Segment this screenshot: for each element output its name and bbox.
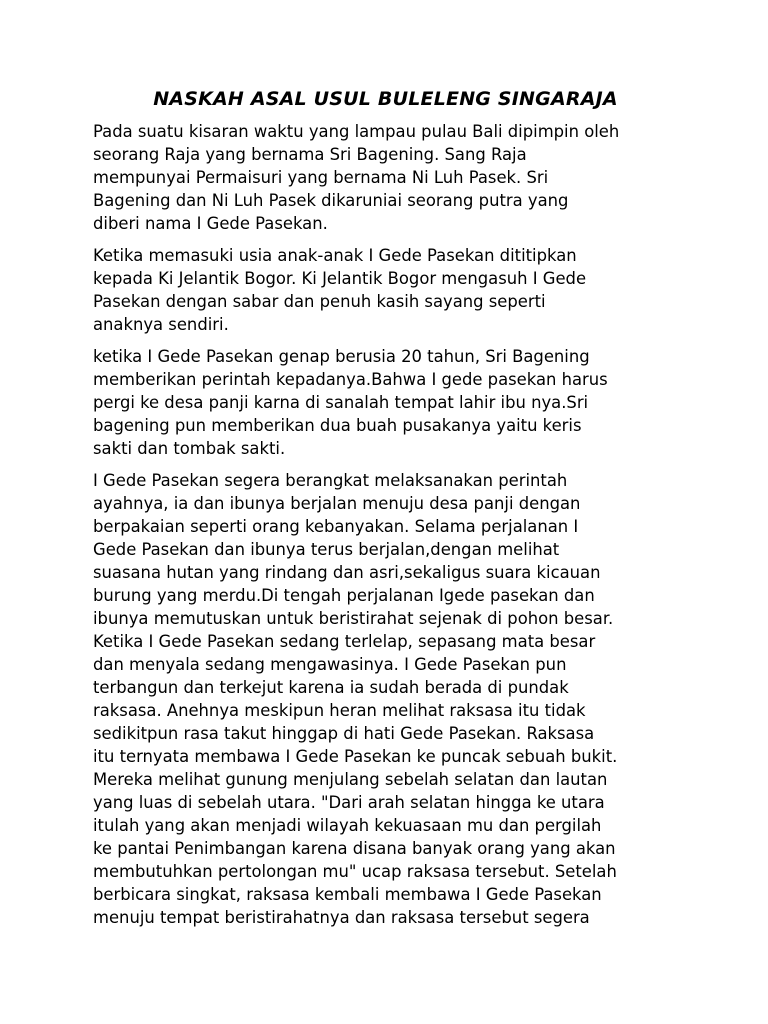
paragraph-line: pergi ke desa panji karna di sanalah tempat lahir ibu nya.Sri [93,393,589,412]
paragraph-line: terbangun dan terkejut karena ia sudah berada di pundak [93,678,569,697]
paragraph-line: membutuhkan pertolongan mu" ucap raksasa tersebut. Setelah [93,862,617,881]
paragraph-line: ke pantai Penimbangan karena disana banyak orang yang akan [93,839,616,858]
paragraph-line: Ketika I Gede Pasekan sedang terlelap, sepasang mata besar [93,632,596,651]
paragraph-4 [93,469,678,929]
paragraph-1 [93,120,678,235]
paragraph-line: burung yang merdu.Di tengah perjalanan Igede pasekan dan [93,586,595,605]
paragraph-line: Bagening dan Ni Luh Pasek dikaruniai seorang putra yang [93,191,569,210]
paragraph-line: Mereka melihat gunung menjulang sebelah selatan dan lautan [93,770,608,789]
paragraph-line: itu ternyata membawa I Gede Pasekan ke puncak sebuah bukit. [93,747,618,766]
paragraph-3 [93,345,678,460]
paragraph-line: sedikitpun rasa takut hinggap di hati Gede Pasekan. Raksasa [93,724,595,743]
paragraph-line: kepada Ki Jelantik Bogor. Ki Jelantik Bogor mengasuh I Gede [93,269,587,288]
paragraph-line: diberi nama I Gede Pasekan. [93,214,328,233]
paragraph-2 [93,244,678,336]
paragraph-line: ayahnya, ia dan ibunya berjalan menuju desa panji dengan [93,494,581,513]
paragraph-line: bagening pun memberikan dua buah pusakanya yaitu keris [93,416,582,435]
paragraph-line: mempunyai Permaisuri yang bernama Ni Luh Pasek. Sri [93,168,549,187]
paragraph-line: Pada suatu kisaran waktu yang lampau pulau Bali dipimpin oleh [93,122,620,141]
paragraph-line: memberikan perintah kepadanya.Bahwa I gede pasekan harus [93,370,608,389]
paragraph-line: dan menyala sedang mengawasinya. I Gede Pasekan pun [93,655,567,674]
paragraph-line: itulah yang akan menjadi wilayah kekuasaan mu dan pergilah [93,816,602,835]
paragraph-line: ibunya memutuskan untuk beristirahat sejenak di pohon besar. [93,609,614,628]
paragraph-line: raksasa. Anehnya meskipun heran melihat raksasa itu tidak [93,701,586,720]
paragraph-line: berpakaian seperti orang kebanyakan. Selama perjalanan I [93,517,579,536]
paragraph-line: Gede Pasekan dan ibunya terus berjalan,dengan melihat [93,540,560,559]
paragraph-line: Ketika memasuki usia anak-anak I Gede Pasekan dititipkan [93,246,577,265]
paragraph-line: suasana hutan yang rindang dan asri,sekaligus suara kicauan [93,563,601,582]
document-title: NASKAH ASAL USUL BULELENG SINGARAJA [153,88,618,110]
paragraph-line: menuju tempat beristirahatnya dan raksasa tersebut segera [93,908,590,927]
paragraph-line: I Gede Pasekan segera berangkat melaksanakan perintah [93,471,568,490]
paragraph-line: Pasekan dengan sabar dan penuh kasih sayang seperti [93,292,546,311]
paragraph-line: seorang Raja yang bernama Sri Bagening. Sang Raja [93,145,527,164]
paragraph-line: yang luas di sebelah utara. "Dari arah selatan hingga ke utara [93,793,605,812]
paragraph-line: berbicara singkat, raksasa kembali membawa I Gede Pasekan [93,885,602,904]
paragraph-line: anaknya sendiri. [93,315,229,334]
paragraph-line: sakti dan tombak sakti. [93,439,286,458]
paragraph-line: ketika I Gede Pasekan genap berusia 20 tahun, Sri Bagening [93,347,590,366]
